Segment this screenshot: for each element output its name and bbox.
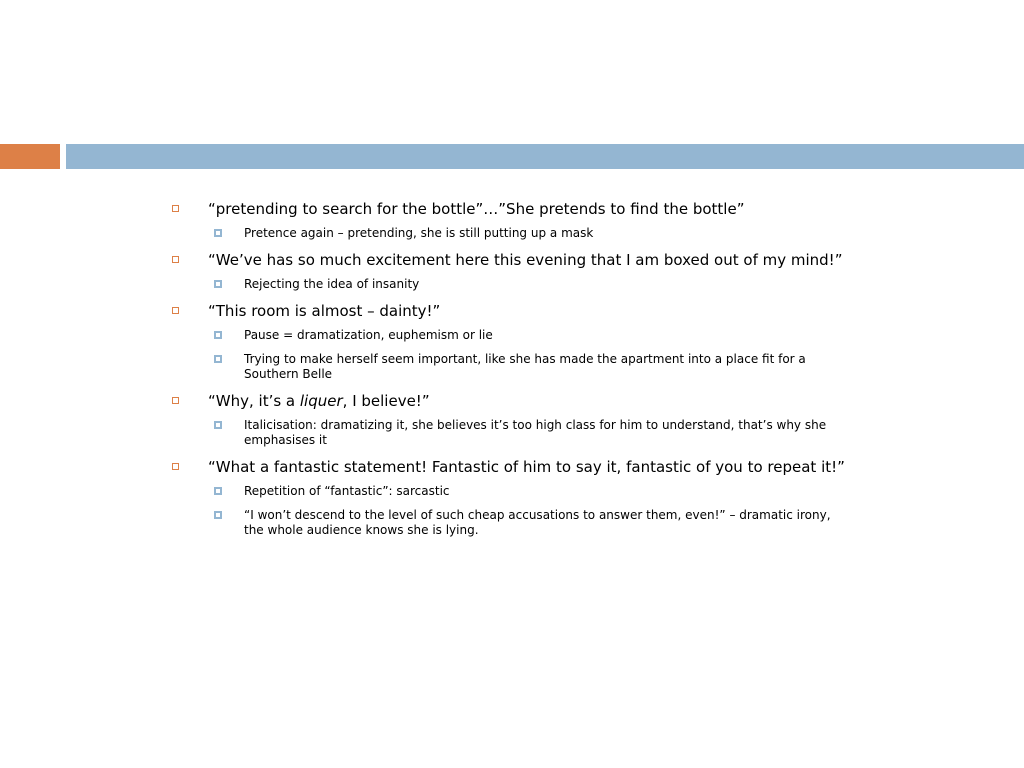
square-sub-bullet-icon bbox=[214, 487, 222, 495]
sub-bullet-item bbox=[170, 418, 850, 448]
bullet-text: “pretending to search for the bottle”…”She pretends to find the bottle” bbox=[208, 200, 745, 218]
hollow-square-bullet-icon bbox=[172, 205, 179, 212]
bullet-item bbox=[170, 199, 850, 219]
bullet-text: “We’ve has so much excitement here this evening that I am boxed out of my mind!” bbox=[208, 251, 843, 269]
square-sub-bullet-icon bbox=[214, 331, 222, 339]
sub-bullet-item bbox=[170, 226, 850, 241]
bullet-item bbox=[170, 250, 850, 270]
bullet-text: “This room is almost – dainty!” bbox=[208, 302, 441, 320]
sub-bullet-text: Italicisation: dramatizing it, she believes it’s too high class for him to understand, that’s why she emphasises it bbox=[244, 418, 827, 447]
sub-bullet-text: “I won’t descend to the level of such cheap accusations to answer them, even!” – dramatic irony, the whole audience knows she is lying. bbox=[244, 508, 831, 537]
sub-bullet-item bbox=[170, 277, 850, 292]
hollow-square-bullet-icon bbox=[172, 397, 179, 404]
bullet-item bbox=[170, 301, 850, 321]
header-accent-blue bbox=[66, 144, 1024, 169]
bullet-text-italic: liquer bbox=[299, 392, 343, 410]
hollow-square-bullet-icon bbox=[172, 256, 179, 263]
bullet-text-part: “Why, it’s a bbox=[208, 392, 300, 410]
sub-bullet-item bbox=[170, 484, 850, 499]
bullet-item bbox=[170, 457, 850, 477]
bullet-item bbox=[170, 391, 850, 411]
hollow-square-bullet-icon bbox=[172, 463, 179, 470]
square-sub-bullet-icon bbox=[214, 280, 222, 288]
header-accent-orange bbox=[0, 144, 60, 169]
sub-bullet-text: Rejecting the idea of insanity bbox=[244, 277, 420, 291]
square-sub-bullet-icon bbox=[214, 421, 222, 429]
bullet-text: “What a fantastic statement! Fantastic of him to say it, fantastic of you to repeat it!” bbox=[208, 458, 845, 476]
sub-bullet-item bbox=[170, 328, 850, 343]
square-sub-bullet-icon bbox=[214, 229, 222, 237]
bullet-list bbox=[170, 199, 850, 547]
sub-bullet-text: Repetition of “fantastic”: sarcastic bbox=[244, 484, 450, 498]
hollow-square-bullet-icon bbox=[172, 307, 179, 314]
sub-bullet-text: Trying to make herself seem important, like she has made the apartment into a place fit for a Southern Belle bbox=[244, 352, 806, 381]
sub-bullet-text: Pause = dramatization, euphemism or lie bbox=[244, 328, 493, 342]
square-sub-bullet-icon bbox=[214, 511, 222, 519]
sub-bullet-item bbox=[170, 352, 850, 382]
sub-bullet-item bbox=[170, 508, 850, 538]
sub-bullet-text: Pretence again – pretending, she is still putting up a mask bbox=[244, 226, 594, 240]
bullet-text-part: , I believe!” bbox=[342, 392, 430, 410]
square-sub-bullet-icon bbox=[214, 355, 222, 363]
bullet-text bbox=[208, 392, 430, 410]
